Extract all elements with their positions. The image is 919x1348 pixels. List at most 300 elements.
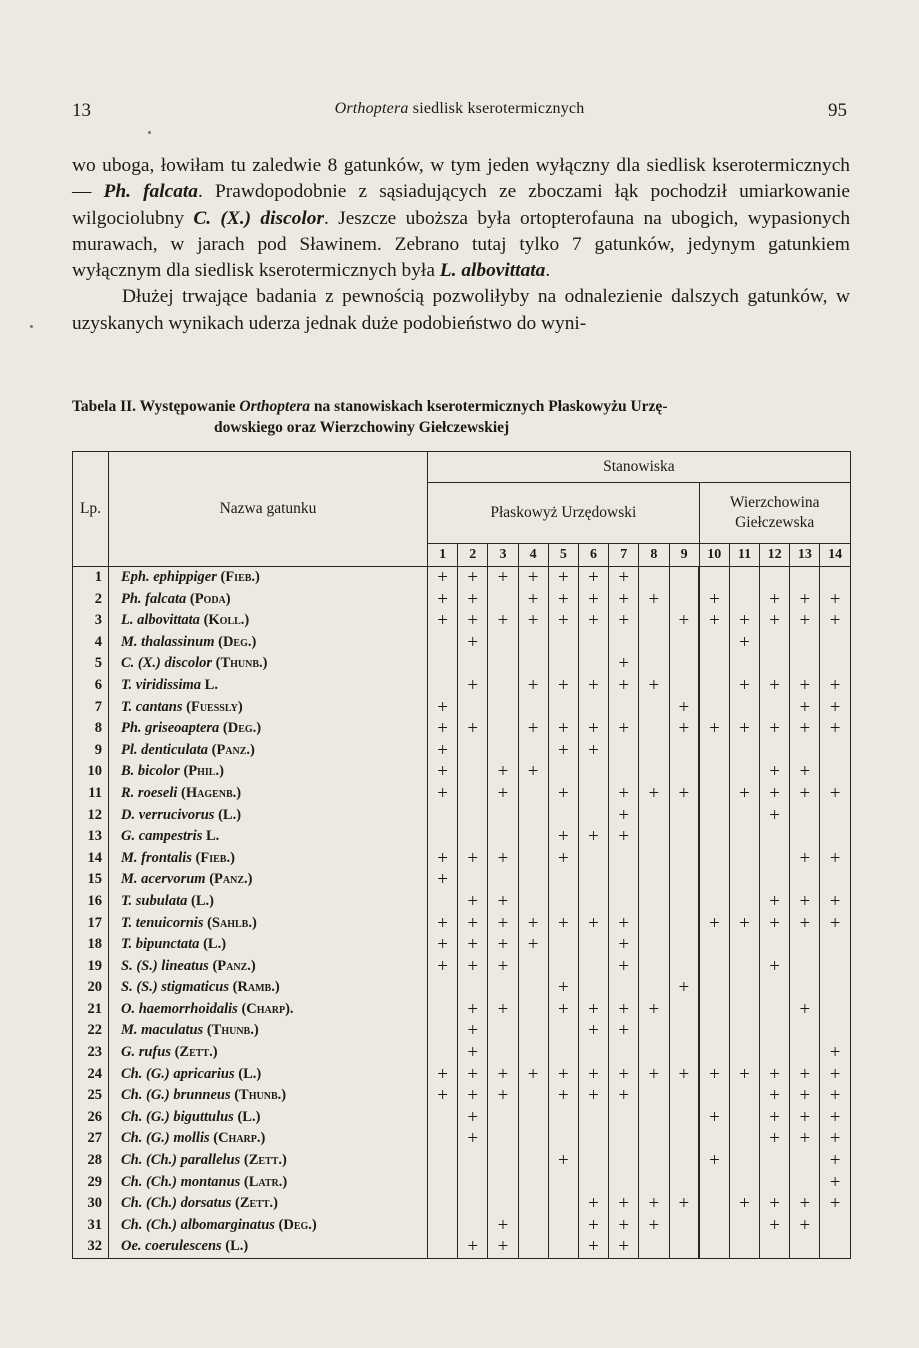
site-number-13: 13 (790, 544, 820, 567)
site-cell-5 (548, 697, 578, 719)
site-cell-14: + (820, 1064, 850, 1086)
site-cell-7: + (609, 653, 639, 675)
site-cell-10 (699, 761, 729, 783)
site-cell-2 (458, 740, 488, 762)
group-wierzchowina (699, 483, 850, 544)
site-cell-3 (488, 1172, 518, 1194)
site-cell-8 (639, 1128, 669, 1150)
site-cell-7: + (609, 956, 639, 978)
species-name (109, 697, 428, 719)
table-row (73, 805, 851, 827)
species-binomial: O. haemorrhoidalis (121, 1000, 238, 1017)
row-lp: 18 (73, 934, 109, 956)
site-cell-12 (760, 1020, 790, 1042)
species-author: (Thunb.) (203, 1022, 259, 1039)
site-cell-10 (699, 1085, 729, 1107)
site-cell-10 (699, 891, 729, 913)
print-speck (148, 131, 151, 134)
species-name (109, 632, 428, 654)
table-row (73, 1042, 851, 1064)
site-cell-12 (760, 934, 790, 956)
site-cell-6 (578, 761, 608, 783)
row-lp: 24 (73, 1064, 109, 1086)
table-row (73, 632, 851, 654)
site-cell-4: + (518, 589, 548, 611)
site-cell-11 (729, 999, 759, 1021)
species-author: (Deg.) (214, 633, 257, 650)
species-author: (Ramb.) (228, 979, 280, 996)
species-author: (Hagenb.) (177, 784, 242, 801)
site-cell-7: + (609, 1215, 639, 1237)
site-cell-8: + (639, 589, 669, 611)
species-binomial: Ch. (G.) biguttulus (121, 1108, 234, 1125)
site-cell-1: + (428, 913, 458, 935)
site-number-7: 7 (609, 544, 639, 567)
site-cell-12 (760, 977, 790, 999)
site-cell-9 (669, 891, 699, 913)
site-cell-9 (669, 1215, 699, 1237)
row-lp: 14 (73, 848, 109, 870)
site-cell-14 (820, 1236, 850, 1258)
site-cell-3: + (488, 891, 518, 913)
site-cell-11: + (729, 675, 759, 697)
table-row (73, 1215, 851, 1237)
species-author: (L.) (187, 892, 214, 909)
site-cell-7 (609, 1128, 639, 1150)
site-cell-11 (729, 805, 759, 827)
table-row (73, 697, 851, 719)
site-cell-7 (609, 848, 639, 870)
site-cell-4 (518, 848, 548, 870)
site-cell-7: + (609, 1020, 639, 1042)
site-cell-1: + (428, 848, 458, 870)
site-cell-13 (790, 934, 820, 956)
table-row (73, 848, 851, 870)
site-cell-6 (578, 848, 608, 870)
species-author: (Zett.) (231, 1195, 278, 1212)
site-cell-13: + (790, 1064, 820, 1086)
site-cell-1: + (428, 956, 458, 978)
site-cell-2: + (458, 848, 488, 870)
site-cell-4 (518, 869, 548, 891)
site-cell-6 (578, 697, 608, 719)
group-wierzchowina-line1: Wierzchowina (729, 494, 820, 511)
site-cell-10 (699, 1236, 729, 1258)
row-lp: 19 (73, 956, 109, 978)
table-row (73, 1085, 851, 1107)
species-binomial: T. tenuicornis (121, 914, 204, 931)
species-binomial: C. (X.) discolor (121, 655, 213, 672)
p1-species-3: L. albovittata (439, 260, 546, 282)
site-cell-7 (609, 977, 639, 999)
site-cell-3: + (488, 913, 518, 935)
site-cell-12 (760, 1172, 790, 1194)
species-name (109, 740, 428, 762)
site-cell-13: + (790, 1215, 820, 1237)
site-cell-5 (548, 1193, 578, 1215)
site-cell-10 (699, 826, 729, 848)
site-cell-10: + (699, 1064, 729, 1086)
site-cell-5 (548, 632, 578, 654)
site-cell-6 (578, 891, 608, 913)
site-cell-11: + (729, 610, 759, 632)
species-binomial: M. maculatus (121, 1022, 204, 1039)
row-lp: 21 (73, 999, 109, 1021)
row-lp: 26 (73, 1107, 109, 1129)
site-cell-14: + (820, 1172, 850, 1194)
site-number-10: 10 (699, 544, 729, 567)
site-cell-6 (578, 934, 608, 956)
site-cell-3: + (488, 1064, 518, 1086)
site-cell-7 (609, 740, 639, 762)
site-cell-2: + (458, 567, 488, 589)
site-cell-8 (639, 761, 669, 783)
site-cell-14: + (820, 675, 850, 697)
species-name (109, 913, 428, 935)
site-cell-7: + (609, 999, 639, 1021)
row-lp: 1 (73, 567, 109, 589)
site-cell-3 (488, 589, 518, 611)
site-cell-2: + (458, 675, 488, 697)
site-cell-3 (488, 653, 518, 675)
site-cell-8 (639, 740, 669, 762)
site-cell-7: + (609, 610, 639, 632)
site-cell-4: + (518, 718, 548, 740)
species-author: (Zett.) (170, 1044, 218, 1061)
species-binomial: D. verrucivorus (121, 806, 215, 823)
site-number-2: 2 (458, 544, 488, 567)
site-cell-10 (699, 934, 729, 956)
site-cell-13: + (790, 848, 820, 870)
site-cell-2 (458, 977, 488, 999)
species-binomial: Oe. coerulescens (121, 1238, 222, 1255)
site-cell-1: + (428, 567, 458, 589)
site-cell-8 (639, 567, 669, 589)
caption-line-2: dowskiego oraz Wierzchowiny Giełczewskiej (214, 419, 510, 436)
row-lp: 30 (73, 1193, 109, 1215)
site-cell-4 (518, 653, 548, 675)
species-author: (Thunb.) (230, 1087, 287, 1104)
site-cell-3 (488, 1128, 518, 1150)
site-cell-11 (729, 1236, 759, 1258)
site-cell-13: + (790, 589, 820, 611)
site-cell-4: + (518, 567, 548, 589)
site-cell-10 (699, 956, 729, 978)
site-cell-4 (518, 697, 548, 719)
site-cell-5: + (548, 783, 578, 805)
p1-text: wo uboga, łowiłam tu zaledwie 8 gatunków, w tym jeden wyłączny dla siedlisk kserotermicznych — (72, 155, 850, 203)
site-cell-13 (790, 956, 820, 978)
table-row (73, 675, 851, 697)
site-cell-12 (760, 999, 790, 1021)
site-cell-3 (488, 805, 518, 827)
site-cell-12: + (760, 783, 790, 805)
site-cell-9: + (669, 610, 699, 632)
site-cell-10 (699, 697, 729, 719)
table-row (73, 891, 851, 913)
site-cell-1 (428, 675, 458, 697)
species-binomial: Ch. (G.) brunneus (121, 1087, 231, 1104)
caption-prefix: Tabela II. Występowanie (72, 398, 240, 415)
site-cell-11: + (729, 783, 759, 805)
site-cell-10 (699, 977, 729, 999)
paragraph-2: Dłużej trwające badania z pewnością pozwoliłyby na odnalezienie dalszych gatunków, w uzyskanych wynikach uderza jednak duże podobieństwo do wyni- (72, 286, 850, 334)
site-cell-12: + (760, 1085, 790, 1107)
site-cell-8 (639, 891, 669, 913)
species-name (109, 1128, 428, 1150)
site-cell-6: + (578, 1085, 608, 1107)
site-cell-8 (639, 1172, 669, 1194)
site-cell-11: + (729, 718, 759, 740)
row-lp: 4 (73, 632, 109, 654)
site-cell-4: + (518, 913, 548, 935)
page-header (72, 100, 847, 130)
site-cell-12 (760, 1042, 790, 1064)
site-cell-1 (428, 1128, 458, 1150)
site-cell-11 (729, 1042, 759, 1064)
species-binomial: T. cantans (121, 698, 183, 715)
site-cell-10: + (699, 610, 729, 632)
site-cell-9: + (669, 783, 699, 805)
species-author: (Koll.) (199, 612, 250, 629)
site-cell-6: + (578, 999, 608, 1021)
row-lp: 22 (73, 1020, 109, 1042)
site-cell-14 (820, 869, 850, 891)
site-cell-8 (639, 718, 669, 740)
site-cell-6: + (578, 1215, 608, 1237)
species-author: (Zett.) (240, 1152, 287, 1169)
site-cell-13 (790, 653, 820, 675)
table-row (73, 653, 851, 675)
site-cell-7 (609, 1042, 639, 1064)
site-cell-10 (699, 1193, 729, 1215)
site-cell-2 (458, 826, 488, 848)
site-cell-13 (790, 977, 820, 999)
species-binomial: S. (S.) lineatus (121, 957, 209, 974)
site-cell-1: + (428, 610, 458, 632)
site-cell-1 (428, 891, 458, 913)
site-cell-6: + (578, 567, 608, 589)
site-cell-7: + (609, 1236, 639, 1258)
page-number-right: 95 (828, 100, 847, 121)
caption-italic: Orthoptera (239, 398, 310, 415)
table-row (73, 1150, 851, 1172)
site-cell-5: + (548, 826, 578, 848)
site-cell-1 (428, 1150, 458, 1172)
site-cell-7 (609, 632, 639, 654)
site-cell-1 (428, 653, 458, 675)
site-cell-6 (578, 805, 608, 827)
site-cell-2: + (458, 1128, 488, 1150)
site-cell-6: + (578, 740, 608, 762)
site-cell-14: + (820, 589, 850, 611)
site-cell-6 (578, 977, 608, 999)
site-cell-7 (609, 891, 639, 913)
site-cell-6 (578, 1172, 608, 1194)
site-cell-14 (820, 567, 850, 589)
species-author: (Latr.) (240, 1173, 288, 1190)
site-cell-12: + (760, 1215, 790, 1237)
species-name (109, 1020, 428, 1042)
site-cell-10 (699, 632, 729, 654)
site-cell-6 (578, 1128, 608, 1150)
site-cell-13 (790, 1172, 820, 1194)
row-lp: 3 (73, 610, 109, 632)
site-cell-8 (639, 805, 669, 827)
col-header-name: Nazwa gatunku (109, 452, 428, 567)
site-cell-10 (699, 1020, 729, 1042)
table-body (73, 567, 851, 1259)
site-cell-12: + (760, 1128, 790, 1150)
site-cell-1: + (428, 718, 458, 740)
site-cell-4: + (518, 1064, 548, 1086)
site-cell-3 (488, 1193, 518, 1215)
group-plaskowyz: Płaskowyż Urzędowski (428, 483, 700, 544)
species-author: (Deg.) (274, 1216, 317, 1233)
site-cell-12: + (760, 805, 790, 827)
site-cell-4 (518, 1042, 548, 1064)
site-cell-14: + (820, 1042, 850, 1064)
site-cell-14: + (820, 610, 850, 632)
site-cell-9 (669, 740, 699, 762)
p1-text-3: . Jeszcze uboższa była ortopterofauna na ubogich, wypasionych murawach, w jarach pod Sławinem. Zebrano tutaj tylko 7 gatunków, jedynym gatunkiem wyłącznym dla siedlisk kserotermicznych była (72, 207, 851, 282)
site-cell-6: + (578, 610, 608, 632)
site-cell-13 (790, 632, 820, 654)
site-cell-11 (729, 1085, 759, 1107)
site-cell-12: + (760, 589, 790, 611)
site-cell-6: + (578, 1020, 608, 1042)
species-name (109, 1042, 428, 1064)
site-cell-14 (820, 632, 850, 654)
site-cell-1: + (428, 934, 458, 956)
site-cell-3: + (488, 999, 518, 1021)
site-cell-5 (548, 653, 578, 675)
species-author: (Phil.) (179, 763, 224, 780)
site-cell-7: + (609, 913, 639, 935)
site-cell-14: + (820, 1150, 850, 1172)
site-cell-8 (639, 848, 669, 870)
site-cell-12 (760, 1150, 790, 1172)
site-cell-1: + (428, 783, 458, 805)
species-binomial: M. frontalis (121, 849, 192, 866)
site-cell-12 (760, 653, 790, 675)
site-cell-14 (820, 740, 850, 762)
site-cell-3 (488, 675, 518, 697)
species-name (109, 653, 428, 675)
table-row (73, 956, 851, 978)
site-number-14: 14 (820, 544, 850, 567)
site-cell-13: + (790, 1128, 820, 1150)
site-cell-9 (669, 675, 699, 697)
site-cell-6 (578, 1042, 608, 1064)
site-cell-11: + (729, 1064, 759, 1086)
site-cell-13: + (790, 913, 820, 935)
site-cell-1: + (428, 869, 458, 891)
site-cell-3 (488, 1107, 518, 1129)
site-cell-7: + (609, 1064, 639, 1086)
site-cell-10 (699, 740, 729, 762)
p1-text-end: . (545, 260, 551, 282)
site-cell-10 (699, 675, 729, 697)
site-cell-1 (428, 1172, 458, 1194)
site-cell-14 (820, 956, 850, 978)
row-lp: 8 (73, 718, 109, 740)
site-cell-3 (488, 697, 518, 719)
site-cell-4 (518, 891, 548, 913)
site-cell-5: + (548, 913, 578, 935)
table-row (73, 589, 851, 611)
site-cell-1: + (428, 1085, 458, 1107)
site-cell-2 (458, 1193, 488, 1215)
site-cell-8 (639, 632, 669, 654)
site-cell-14 (820, 653, 850, 675)
site-cell-10 (699, 1172, 729, 1194)
site-cell-13 (790, 740, 820, 762)
site-cell-14: + (820, 848, 850, 870)
site-cell-9 (669, 1085, 699, 1107)
site-cell-12: + (760, 1193, 790, 1215)
species-binomial: T. subulata (121, 892, 188, 909)
row-lp: 17 (73, 913, 109, 935)
site-cell-5 (548, 1215, 578, 1237)
p1-species-1: Ph. falcata (103, 181, 199, 203)
site-cell-12: + (760, 1107, 790, 1129)
site-cell-5 (548, 1020, 578, 1042)
site-cell-2: + (458, 913, 488, 935)
site-cell-8: + (639, 783, 669, 805)
species-author: (Panz.) (205, 871, 253, 888)
body-text (72, 153, 850, 337)
site-cell-5 (548, 761, 578, 783)
site-cell-10: + (699, 589, 729, 611)
table-row (73, 934, 851, 956)
species-author: (Fuessly) (182, 698, 243, 715)
site-cell-8 (639, 610, 669, 632)
species-binomial: G. rufus (121, 1044, 171, 1061)
site-cell-14: + (820, 1085, 850, 1107)
species-author: (L.) (214, 806, 242, 823)
site-cell-13 (790, 1236, 820, 1258)
row-lp: 27 (73, 1128, 109, 1150)
site-cell-1: + (428, 697, 458, 719)
species-name (109, 848, 428, 870)
species-author: (Sahlb.) (203, 914, 257, 931)
site-cell-2: + (458, 589, 488, 611)
site-cell-4 (518, 783, 548, 805)
site-cell-7 (609, 761, 639, 783)
site-cell-7 (609, 1107, 639, 1129)
site-cell-12 (760, 848, 790, 870)
site-cell-3: + (488, 610, 518, 632)
site-cell-7: + (609, 826, 639, 848)
site-cell-2 (458, 761, 488, 783)
site-cell-2: + (458, 1236, 488, 1258)
table-row (73, 999, 851, 1021)
site-cell-7 (609, 697, 639, 719)
site-cell-7: + (609, 589, 639, 611)
col-header-sites: Stanowiska (428, 452, 851, 483)
row-lp: 7 (73, 697, 109, 719)
site-cell-9 (669, 934, 699, 956)
site-cell-14: + (820, 891, 850, 913)
site-cell-1 (428, 805, 458, 827)
table-row (73, 610, 851, 632)
site-cell-4 (518, 1236, 548, 1258)
species-author: (L.) (221, 1238, 249, 1255)
site-cell-14: + (820, 1128, 850, 1150)
species-name (109, 999, 428, 1021)
species-name (109, 589, 428, 611)
